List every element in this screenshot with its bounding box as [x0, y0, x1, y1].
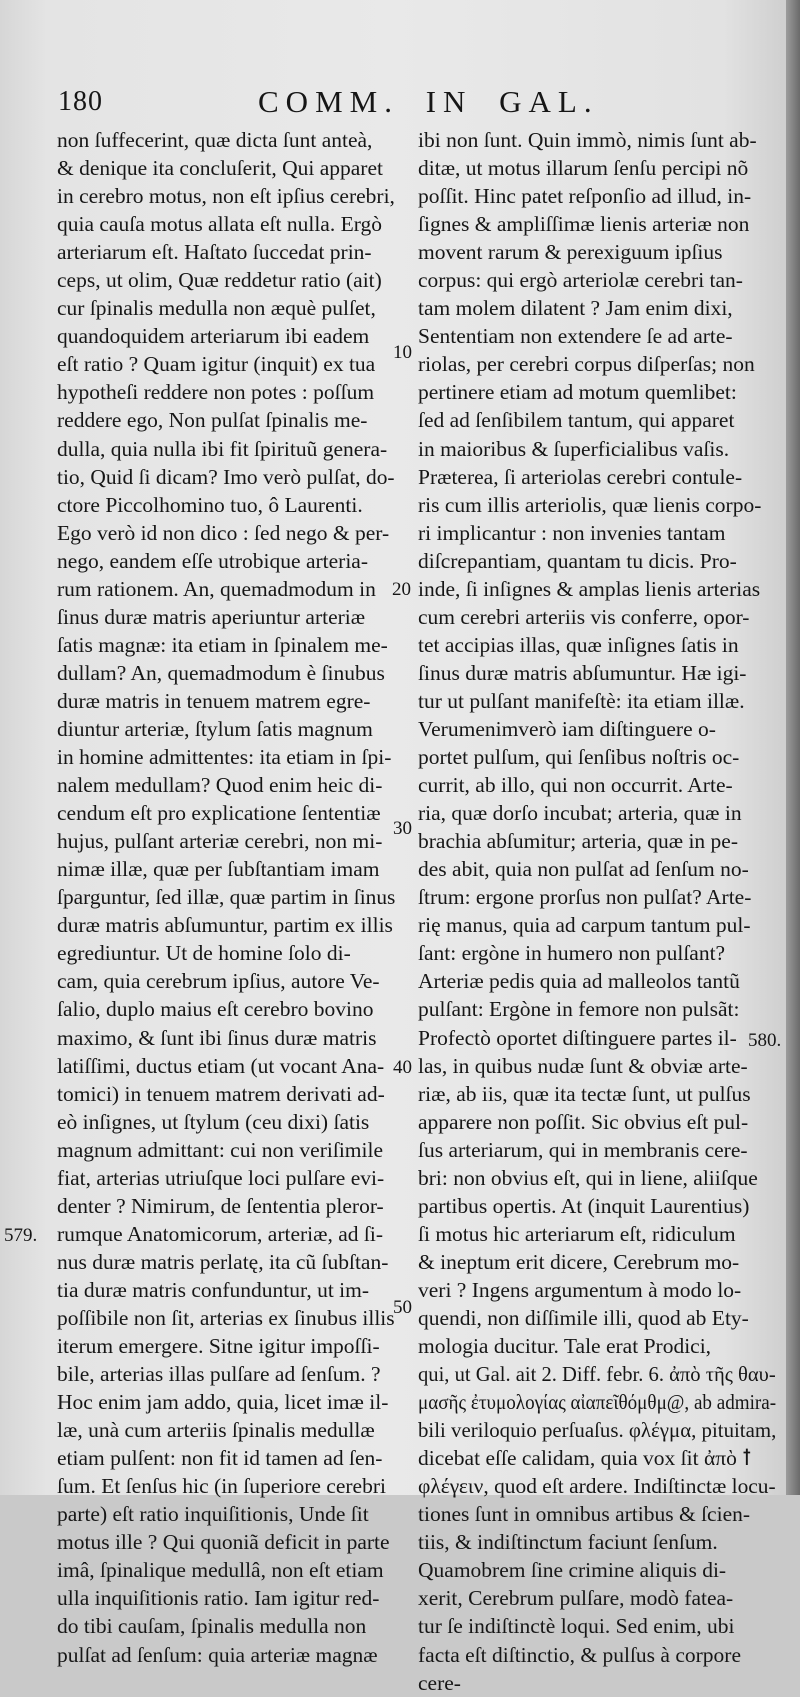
text-line: des abit, quia non pulſat ad ſenſum no-: [418, 857, 749, 882]
text-line: ſant: ergòne in humero non pulſant?: [418, 941, 726, 966]
text-line: nalem medullam? Quod enim heic di-: [57, 773, 383, 798]
text-line: in cerebro motus, non eſt ipſius cerebri,: [57, 184, 395, 209]
text-line: nimæ illæ, quæ per ſubſtantiam imam: [57, 857, 380, 882]
page-header: [58, 82, 778, 122]
text-line: ris cum illis arteriolis, quæ lienis corpo-: [418, 492, 762, 517]
text-line: arteriarum eſt. Haſtato ſuccedat prin-: [57, 240, 372, 265]
line-number-30: 30: [393, 818, 412, 839]
text-line: mologia ducitur. Tale erat Prodici,: [418, 1334, 712, 1359]
text-line: diuntur arteriæ, ſtylum ſatis magnum: [57, 716, 373, 741]
text-line: ſus arteriarum, qui in membranis cere-: [418, 1137, 748, 1162]
text-line: ſalio, duplo maius eſt cerebro bovino: [57, 997, 374, 1022]
text-line: hypotheſi reddere non potes : poſſum: [57, 380, 375, 405]
text-line: diſcrepantiam, quantam tu dicis. Pro-: [418, 548, 737, 573]
text-line: ria, quæ dorſo incubat; arteria, quæ in: [418, 801, 742, 826]
text-line: denter ? Nimirum, de ſententia pleror-: [57, 1193, 384, 1218]
text-line: ceps, ut olim, Quæ reddetur ratio (ait): [57, 268, 382, 293]
text-line: apparere non poſſit. Sic obvius eſt pul-: [418, 1109, 749, 1134]
text-line: movent rarum & perexiguum ipſius: [418, 240, 723, 265]
text-line: ri implicantur : non invenies tantam: [418, 520, 726, 545]
text-line: pulſat ad ſenſum: quia arteriæ magnæ: [57, 1642, 378, 1667]
text-line: maximo, & ſunt ibi ſinus duræ matris: [57, 1025, 377, 1050]
text-line: quendi, non diſſimile illi, quod ab Ety-: [418, 1305, 749, 1330]
text-line: tiones ſunt in omnibus artibus & ſcien-: [418, 1502, 751, 1527]
text-line: dullam? An, quemadmodum è ſinubus: [57, 660, 385, 685]
text-line: parte) eſt ratio inquiſitionis, Unde ſit: [57, 1502, 369, 1527]
text-line: bri: non obvius eſt, qui in liene, aliiſque: [418, 1165, 758, 1190]
text-line: brachia abſumitur; arteria, quæ in pe-: [418, 829, 738, 854]
text-line: duræ matris in tenuem matrem egre-: [57, 688, 371, 713]
page-number: 180: [58, 86, 103, 117]
text-line: cum cerebri arteriis vis conferre, opor-: [418, 604, 750, 629]
text-line: las, in quibus nudæ ſunt & obviæ arte-: [418, 1053, 748, 1078]
text-line: nus duræ matris perlatę, ita cũ ſubſtan-: [57, 1249, 389, 1274]
text-line: latiſſimi, ductus etiam (ut vocant Ana-: [57, 1053, 385, 1078]
text-line: cere-: [418, 1670, 461, 1695]
text-line: ctore Piccolhomino tuo, ô Laurenti.: [57, 492, 363, 517]
text-line: pertinere etiam ad motum quemlibet:: [418, 380, 737, 405]
running-head: COMM. IN GAL.: [258, 84, 599, 119]
text-line: duræ matris abſumuntur, partim ex illis: [57, 913, 393, 938]
margin-note-579: 579.: [4, 1225, 38, 1246]
text-line: Profectò oportet diſtinguere partes il-: [418, 1025, 737, 1050]
text-line: Verumenimverò iam diſtinguere o-: [418, 716, 716, 741]
text-line: ſed ad ſenſibilem tantum, qui apparet: [418, 408, 735, 433]
text-line: poſſit. Hinc patet reſponſio ad illud, in-: [418, 184, 752, 209]
text-line: reddere ego, Non pulſat ſpinalis me-: [57, 408, 368, 433]
text-line: veri ? Ingens argumentum à modo lo-: [418, 1277, 742, 1302]
text-line: tam molem dilatent ? Jam enim dixi,: [418, 296, 733, 321]
text-line: motus ille ? Qui quoniã deficit in parte: [57, 1530, 390, 1555]
text-line: magnum admittant: cui non veriſimile: [57, 1137, 384, 1162]
text-line: ſtrum: ergone prorſus non pulſat? Arte-: [418, 885, 752, 910]
text-line: cam, quia cerebrum ipſius, autore Ve-: [57, 969, 380, 994]
text-line: rumque Anatomicorum, arteriæ, ad ſi-: [57, 1221, 383, 1246]
line-number-50: 50: [393, 1297, 412, 1318]
text-line: cendum eſt pro explicatione ſententiæ: [57, 801, 381, 826]
text-line: pulſant: Ergòne in femore non pulsãt:: [418, 997, 740, 1022]
text-line: corpus: qui ergò arteriolæ cerebri tan-: [418, 268, 743, 293]
text-line: facta eſt diſtinctio, & pulſus à corpore: [418, 1642, 741, 1667]
text-line: hujus, pulſant arteriæ cerebri, non mi-: [57, 829, 383, 854]
text-line: rum rationem. An, quemadmodum in: [57, 576, 376, 601]
text-line: tur ſe indiſtinctè loqui. Sed enim, ubi: [418, 1614, 735, 1639]
text-line: Hoc enim jam addo, quia, licet imæ il-: [57, 1390, 389, 1415]
text-line: xerit, Cerebrum pulſare, modò fatea-: [418, 1586, 734, 1611]
line-number-20: 20: [392, 579, 411, 600]
text-line: tur ut pulſant manifeſtè: ita etiam illæ.: [418, 688, 745, 713]
text-line: dicebat eſſe calidam, quia vox ſit ἀπὸ ꝉ: [418, 1446, 752, 1471]
text-line: etiam pulſent: non fit id tamen ad ſen-: [57, 1446, 383, 1471]
text-line: μασῆς ἐτυμολογίας αἰαπεῖθόμθμ@, ab admira-: [418, 1390, 776, 1415]
line-number-40: 40: [393, 1057, 412, 1078]
text-line: qui, ut Gal. ait 2. Diff. febr. 6. ἀπὸ τῆς θαυ-: [418, 1362, 776, 1387]
text-line: læ, unà cum arteriis ſpinalis medullæ: [57, 1418, 375, 1443]
text-line: ibi non ſunt. Quin immò, nimis ſunt ab-: [418, 128, 757, 152]
text-line: riæ, ab iis, quæ ita tectæ ſunt, ut pulſus: [418, 1081, 751, 1106]
text-line: inde, ſi inſignes & amplas lienis arterias: [418, 576, 761, 601]
text-line: eò inſignes, ut ſtylum (ceu dixi) ſatis: [57, 1109, 370, 1134]
text-line: iterum emergere. Sitne igitur impoſſi-: [57, 1334, 380, 1359]
text-line: tia duræ matris confunduntur, ut im-: [57, 1277, 370, 1302]
text-line: eſt ratio ? Quam igitur (inquit) ex tua: [57, 352, 376, 377]
text-line: ditæ, ut motus illarum ſenſu percipi nõ: [418, 156, 749, 181]
text-line: quandoquidem arteriarum ibi eadem: [57, 324, 370, 349]
text-line: Arteriæ pedis quia ad malleolos tantũ: [418, 969, 740, 994]
text-line: ſparguntur, ſed illæ, quæ partim in ſinus: [57, 885, 395, 910]
line-number-10: 10: [393, 342, 412, 363]
text-line: tomici) in tenuem matrem derivati ad-: [57, 1081, 385, 1106]
text-line: ſinus duræ matris aperiuntur arteriæ: [57, 604, 366, 629]
text-line: Sententiam non extendere ſe ad arte-: [418, 324, 733, 349]
text-line: ſi motus hic arteriarum eſt, ridiculum: [418, 1221, 736, 1246]
text-line: partibus opertis. At (inquit Laurentius): [418, 1193, 750, 1218]
text-line: riolas, per cerebri corpus diſperſas; non: [418, 352, 755, 377]
text-line: Ego verò id non dico : ſed nego & per-: [57, 520, 390, 545]
text-line: bile, arterias illas pulſare ad ſenſum. ?: [57, 1362, 381, 1387]
text-line: tio, Quid ſi dicam? Imo verò pulſat, do-: [57, 464, 395, 489]
text-line: ſinus duræ matris abſumuntur. Hæ igi-: [418, 660, 747, 685]
left-column: [57, 126, 395, 1669]
text-line: tet accipias illas, quæ inſignes ſatis in: [418, 632, 739, 657]
right-column: [418, 126, 776, 1697]
text-line: dulla, quia nulla ibi fit ſpirituũ genera-: [57, 436, 388, 461]
text-line: nego, eandem eſſe utrobique arteria-: [57, 548, 369, 573]
text-line: imâ, ſpinalique medullâ, non eſt etiam: [57, 1558, 384, 1583]
text-line: ſatis magnæ: ita etiam in ſpinalem me-: [57, 632, 388, 657]
text-line: tiis, & indiſtinctum faciunt ſenſum.: [418, 1530, 718, 1555]
text-line: & ineptum erit dicere, Cerebrum mo-: [418, 1249, 740, 1274]
text-line: rię manus, quia ad carpum tantum pul-: [418, 913, 751, 938]
margin-note-580: 580.: [748, 1030, 782, 1051]
text-line: ſignes & ampliſſimæ lienis arteriæ non: [418, 212, 750, 237]
text-line: portet pulſum, qui ſenſibus noſtris oc-: [418, 745, 740, 770]
text-line: in homine admittentes: ita etiam in ſpi-: [57, 745, 392, 770]
text-line: Præterea, ſi arteriolas cerebri contule-: [418, 464, 743, 489]
text-line: poſſibile non ſit, arterias ex ſinubus illis: [57, 1305, 395, 1330]
text-line: do tibi cauſam, ſpinalis medulla non: [57, 1614, 367, 1639]
text-line: cur ſpinalis medulla non æquè pulſet,: [57, 296, 376, 321]
text-line: in maioribus & ſuperficialibus vaſis.: [418, 436, 730, 461]
text-line: ſum. Et ſenſus hic (in ſuperiore cerebri: [57, 1474, 386, 1499]
text-line: bili veriloquio perſuaſus. φλέγμα, pituitam,: [418, 1418, 776, 1443]
page-edge-shadow: [786, 0, 800, 1495]
text-line: non ſuffecerint, quæ dicta ſunt anteà,: [57, 128, 373, 152]
text-line: quia cauſa motus allata eſt nulla. Ergò: [57, 212, 382, 237]
text-line: & denique ita concluſerit, Qui apparet: [57, 156, 383, 181]
text-line: egrediuntur. Ut de homine ſolo di-: [57, 941, 351, 966]
text-line: φλέγειν, quod eſt ardere. Indiſtinctæ locu-: [418, 1474, 776, 1499]
text-line: fiat, arterias utriuſque loci pulſare evi-: [57, 1165, 385, 1190]
text-line: Quamobrem ſine crimine aliquis di-: [418, 1558, 727, 1583]
text-line: ulla inquiſitionis ratio. Iam igitur red-: [57, 1586, 380, 1611]
text-line: currit, ab illo, qui non occurrit. Arte-: [418, 773, 733, 798]
